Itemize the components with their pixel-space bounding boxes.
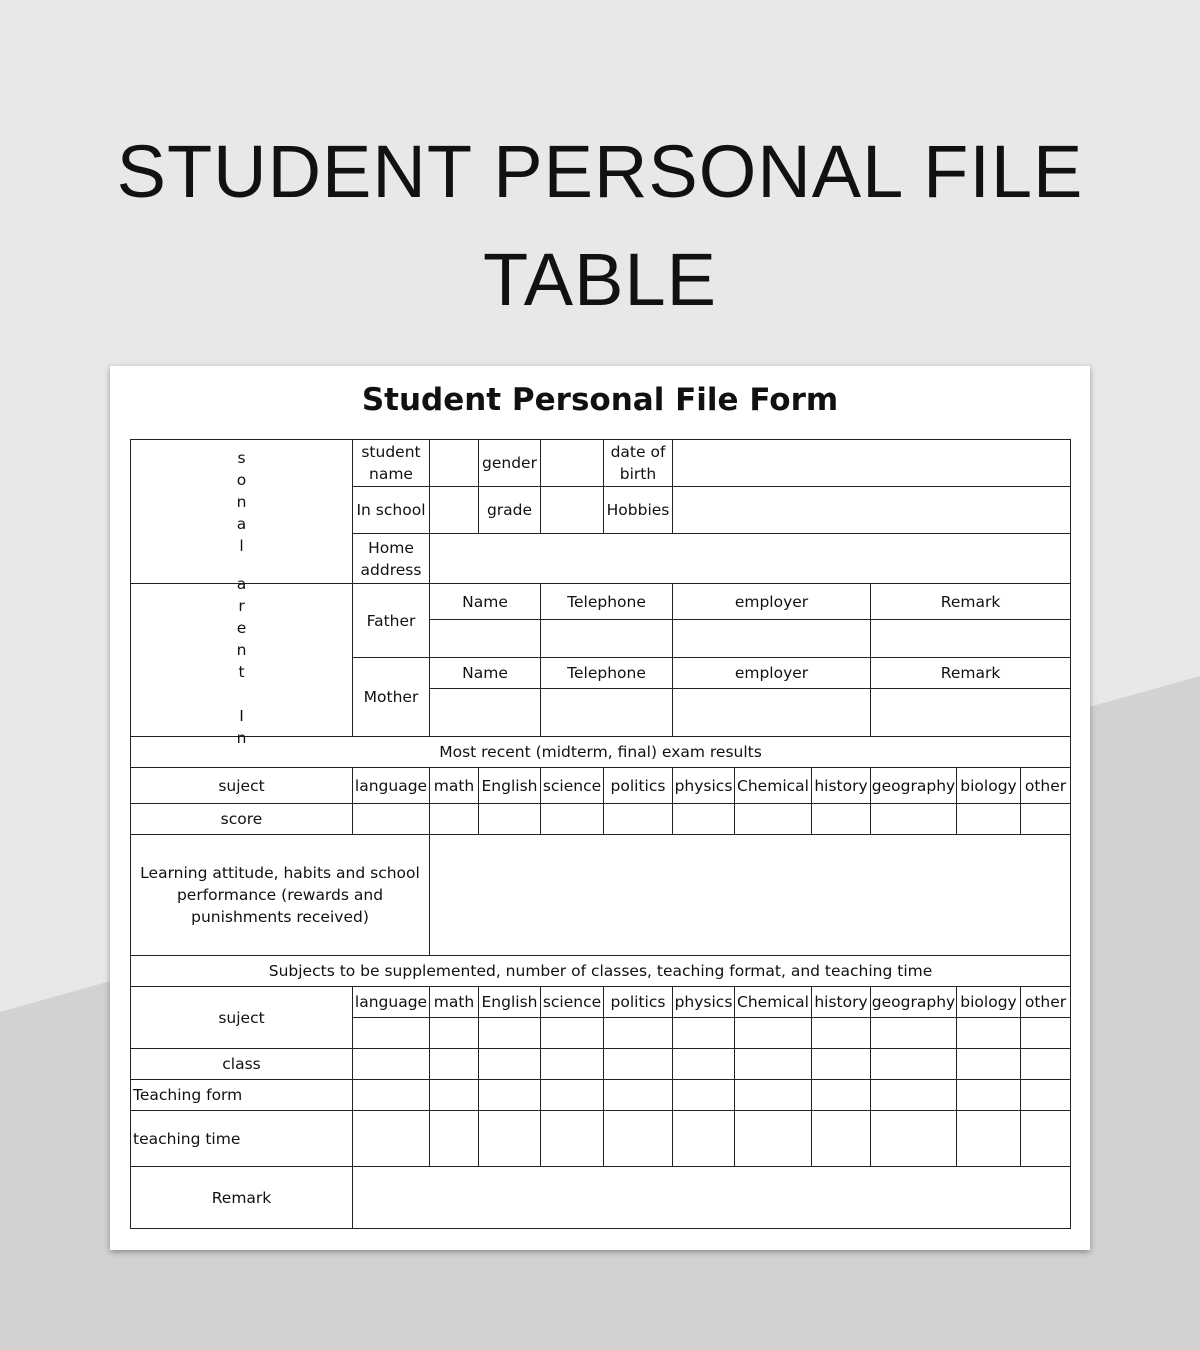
supplement-subject-chemical: Chemical [735, 987, 812, 1018]
home-address-value[interactable] [430, 534, 1071, 584]
student-file-table [130, 439, 1071, 1229]
father-remark-header: Remark [871, 584, 1071, 620]
class-cell[interactable] [479, 1049, 541, 1080]
supplement-subject-cell[interactable] [1021, 1018, 1071, 1049]
mother-employer-value[interactable] [673, 689, 871, 737]
supplement-subject-cell[interactable] [673, 1018, 735, 1049]
exam-subject-biology: biology [957, 768, 1021, 804]
teaching-time-cell[interactable] [673, 1111, 735, 1167]
score-cell[interactable] [735, 804, 812, 835]
score-cell[interactable] [479, 804, 541, 835]
teaching-time-cell[interactable] [353, 1111, 430, 1167]
table-row [131, 835, 1071, 956]
class-cell[interactable] [735, 1049, 812, 1080]
score-cell[interactable] [957, 804, 1021, 835]
teaching-time-label: teaching time [131, 1111, 353, 1167]
date-of-birth-value[interactable] [673, 440, 1071, 487]
teaching-time-cell[interactable] [871, 1111, 957, 1167]
date-of-birth-label: date of birth [604, 440, 673, 487]
supplement-subject-cell[interactable] [541, 1018, 604, 1049]
score-cell[interactable] [673, 804, 735, 835]
mother-telephone-header: Telephone [541, 658, 673, 689]
supplement-subject-label: suject [131, 987, 353, 1049]
supplement-subject-cell[interactable] [957, 1018, 1021, 1049]
supplement-subject-cell[interactable] [812, 1018, 871, 1049]
teaching-time-cell[interactable] [735, 1111, 812, 1167]
table-row [131, 956, 1071, 987]
vertical-letter: n [236, 729, 247, 747]
class-cell[interactable] [673, 1049, 735, 1080]
supplement-subject-cell[interactable] [479, 1018, 541, 1049]
exam-subject-math: math [430, 768, 479, 804]
supplement-subject-politics: politics [604, 987, 673, 1018]
father-name-value[interactable] [430, 620, 541, 658]
learning-attitude-value[interactable] [430, 835, 1071, 956]
table-row [131, 584, 1071, 620]
score-cell[interactable] [871, 804, 957, 835]
vertical-label-parent [131, 575, 352, 747]
vertical-letter: n [236, 641, 247, 659]
supplement-subject-cell[interactable] [430, 1018, 479, 1049]
table-row [131, 1111, 1071, 1167]
vertical-letter: n [236, 492, 247, 511]
teaching-time-cell[interactable] [604, 1111, 673, 1167]
supplement-subject-cell[interactable] [604, 1018, 673, 1049]
teaching-time-cell[interactable] [957, 1111, 1021, 1167]
score-cell[interactable] [430, 804, 479, 835]
teaching-form-cell[interactable] [673, 1080, 735, 1111]
exam-subject-physics: physics [673, 768, 735, 804]
father-employer-header: employer [673, 584, 871, 620]
table-row [131, 768, 1071, 804]
vertical-letter: o [236, 470, 247, 489]
teaching-form-cell[interactable] [541, 1080, 604, 1111]
vertical-label-personal [131, 441, 352, 583]
remark-value[interactable] [353, 1167, 1071, 1229]
form-sheet [110, 366, 1090, 1250]
student-name-label: student name [353, 440, 430, 487]
supplement-subject-science: science [541, 987, 604, 1018]
teaching-form-cell[interactable] [604, 1080, 673, 1111]
vertical-letter: t [238, 663, 245, 681]
teaching-time-cell[interactable] [812, 1111, 871, 1167]
score-cell[interactable] [353, 804, 430, 835]
teaching-form-cell[interactable] [957, 1080, 1021, 1111]
class-cell[interactable] [871, 1049, 957, 1080]
remark-label: Remark [131, 1167, 353, 1229]
supplement-subject-geography: geography [871, 987, 957, 1018]
table-row [131, 987, 1071, 1018]
supplement-subject-language: language [353, 987, 430, 1018]
teaching-time-cell[interactable] [541, 1111, 604, 1167]
teaching-time-cell[interactable] [1021, 1111, 1071, 1167]
score-cell[interactable] [812, 804, 871, 835]
table-row [131, 1167, 1071, 1229]
form-title: Student Personal File Form [361, 382, 839, 418]
teaching-form-cell[interactable] [735, 1080, 812, 1111]
supplement-subject-history: history [812, 987, 871, 1018]
teaching-time-cell[interactable] [430, 1111, 479, 1167]
class-cell[interactable] [353, 1049, 430, 1080]
table-row [131, 804, 1071, 835]
hobbies-value[interactable] [673, 487, 1071, 534]
father-name-header: Name [430, 584, 541, 620]
father-telephone-header: Telephone [541, 584, 673, 620]
supplement-subject-math: math [430, 987, 479, 1018]
score-cell[interactable] [604, 804, 673, 835]
father-label: Father [353, 584, 430, 658]
teaching-form-cell[interactable] [871, 1080, 957, 1111]
in-school-label: In school [353, 487, 430, 534]
supplement-subject-other: other [1021, 987, 1071, 1018]
personal-info-section-label [131, 440, 353, 584]
father-telephone-value[interactable] [541, 620, 673, 658]
vertical-letter: r [238, 597, 245, 615]
supplement-subject-cell[interactable] [353, 1018, 430, 1049]
table-row [131, 440, 1071, 487]
table-row [131, 1080, 1071, 1111]
mother-remark-header: Remark [871, 658, 1071, 689]
teaching-form-label: Teaching form [131, 1080, 353, 1111]
mother-employer-header: employer [673, 658, 871, 689]
teaching-form-cell[interactable] [1021, 1080, 1071, 1111]
grade-label: grade [479, 487, 541, 534]
vertical-letter: s [237, 448, 246, 467]
mother-name-value[interactable] [430, 689, 541, 737]
gender-label: gender [479, 440, 541, 487]
grade-value[interactable] [541, 487, 604, 534]
supplement-heading: Subjects to be supplemented, number of classes, teaching format, and teaching time [131, 956, 1071, 987]
exam-subject-history: history [812, 768, 871, 804]
exam-results-heading: Most recent (midterm, final) exam results [131, 737, 1071, 768]
score-cell[interactable] [1021, 804, 1071, 835]
supplement-subject-cell[interactable] [871, 1018, 957, 1049]
class-cell[interactable] [812, 1049, 871, 1080]
class-cell[interactable] [1021, 1049, 1071, 1080]
vertical-letter: a [236, 514, 247, 533]
teaching-time-cell[interactable] [479, 1111, 541, 1167]
vertical-letter [131, 683, 352, 705]
class-cell[interactable] [541, 1049, 604, 1080]
teaching-form-cell[interactable] [479, 1080, 541, 1111]
supplement-subject-biology: biology [957, 987, 1021, 1018]
class-cell[interactable] [957, 1049, 1021, 1080]
exam-subject-chemical: Chemical [735, 768, 812, 804]
exam-subject-other: other [1021, 768, 1071, 804]
mother-label: Mother [353, 658, 430, 737]
vertical-letter: l [239, 536, 244, 555]
class-label: class [131, 1049, 353, 1080]
vertical-letter: a [236, 575, 247, 593]
mother-remark-value[interactable] [871, 689, 1071, 737]
in-school-value[interactable] [430, 487, 479, 534]
teaching-form-cell[interactable] [430, 1080, 479, 1111]
parent-info-section-label [131, 575, 353, 747]
banner-title: STUDENT PERSONAL FILE TABLE [116, 130, 1084, 321]
exam-subject-language: language [353, 768, 430, 804]
exam-subject-english: English [479, 768, 541, 804]
table-row [131, 1049, 1071, 1080]
exam-subject-politics: politics [604, 768, 673, 804]
exam-subject-geography: geography [871, 768, 957, 804]
supplement-subject-cell[interactable] [735, 1018, 812, 1049]
vertical-letter: I [239, 707, 244, 725]
student-name-value[interactable] [430, 440, 479, 487]
home-address-label: Home address [353, 534, 430, 584]
exam-subject-science: science [541, 768, 604, 804]
teaching-form-cell[interactable] [353, 1080, 430, 1111]
father-remark-value[interactable] [871, 620, 1071, 658]
score-label: score [131, 804, 353, 835]
learning-attitude-label: Learning attitude, habits and school performance (rewards and punishments received) [131, 835, 430, 956]
mother-telephone-value[interactable] [541, 689, 673, 737]
father-employer-value[interactable] [673, 620, 871, 658]
vertical-letter: e [236, 619, 247, 637]
teaching-form-cell[interactable] [812, 1080, 871, 1111]
gender-value[interactable] [541, 440, 604, 487]
exam-subject-label: suject [131, 768, 353, 804]
hobbies-label: Hobbies [604, 487, 673, 534]
class-cell[interactable] [604, 1049, 673, 1080]
supplement-subject-english: English [479, 987, 541, 1018]
class-cell[interactable] [430, 1049, 479, 1080]
supplement-subject-physics: physics [673, 987, 735, 1018]
score-cell[interactable] [541, 804, 604, 835]
mother-name-header: Name [430, 658, 541, 689]
